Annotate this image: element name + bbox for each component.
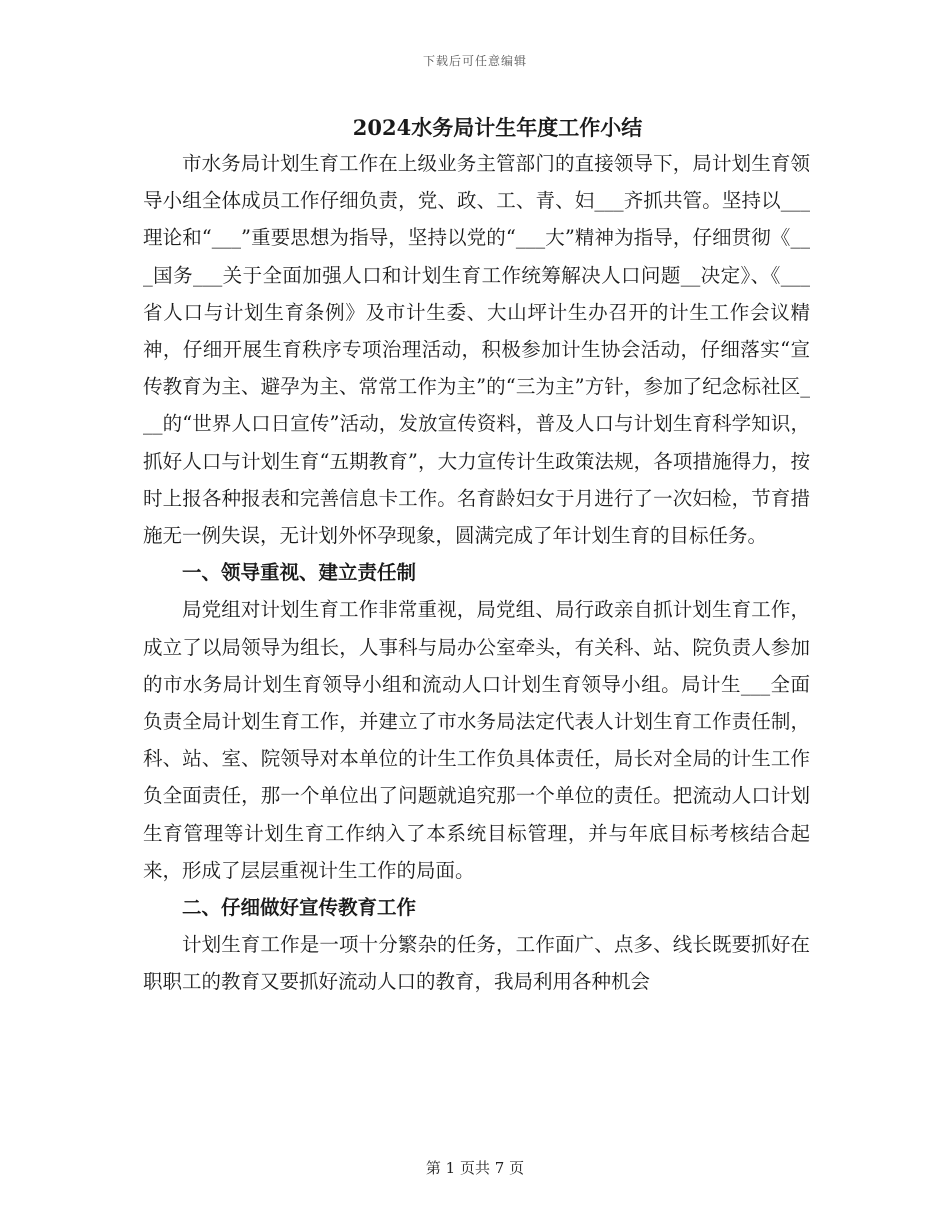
document-body	[143, 145, 810, 1001]
document-title: 2024水务局计生年度工作小结	[352, 115, 643, 140]
intro-paragraph: 市水务局计划生育工作在上级业务主管部门的直接领导下，局计划生育领导小组全体成员工作仔细负责，党、政、工、青、妇___齐抓共管。坚持以___理论和“___”重要思想为指导，坚持以党的“___大”精神为指导，仔细贯彻《___国务___关于全面加强人口和计划生育工作统筹解决人口问题__决定》、《___省人口与计划生育条例》及市计生委、大山坪计生办召开的计生工作会议精神，仔细开展生育秩序专项治理活动，积极参加计生协会活动，仔细落实“宣传教育为主、避孕为主、常常工作为主”的“三为主”方针，参加了纪念标社区___的“世界人口日宣传”活动，发放宣传资料，普及人口与计划生育科学知识，抓好人口与计划生育“五期教育”，大力宣传计生政策法规，各项措施得力，按时上报各种报表和完善信息卡工作。名育龄妇女于月进行了一次妇检，节育措施无一例失误，无计划外怀孕现象，圆满完成了年计划生育的目标任务。	[143, 152, 810, 548]
section-2-paragraph: 计划生育工作是一项十分繁杂的任务，工作面广、点多、线长既要抓好在职职工的教育又要抓好流动人口的教育，我局利用各种机会	[143, 933, 810, 994]
page-footer: 第 1 页共 7 页	[425, 1159, 525, 1177]
header-note: 下载后可任意编辑	[422, 54, 527, 68]
section-2-heading: 二、仔细做好宣传教育工作	[182, 896, 417, 920]
section-1-heading: 一、领导重视、建立责任制	[182, 561, 417, 585]
section-1-paragraph: 局党组对计划生育工作非常重视，局党组、局行政亲自抓计划生育工作，成立了以局领导为组长，人事科与局办公室牵头，有关科、站、院负责人参加的市水务局计划生育领导小组和流动人口计划生育领导小组。局计生___全面负责全局计划生育工作，并建立了市水务局法定代表人计划生育工作责任制，科、站、室、院领导对本单位的计生工作负具体责任，局长对全局的计生工作负全面责任，那一个单位出了问题就追究那一个单位的责任。把流动人口计划生育管理等计划生育工作纳入了本系统目标管理，并与年底目标考核结合起来，形成了层层重视计生工作的局面。	[143, 598, 810, 882]
